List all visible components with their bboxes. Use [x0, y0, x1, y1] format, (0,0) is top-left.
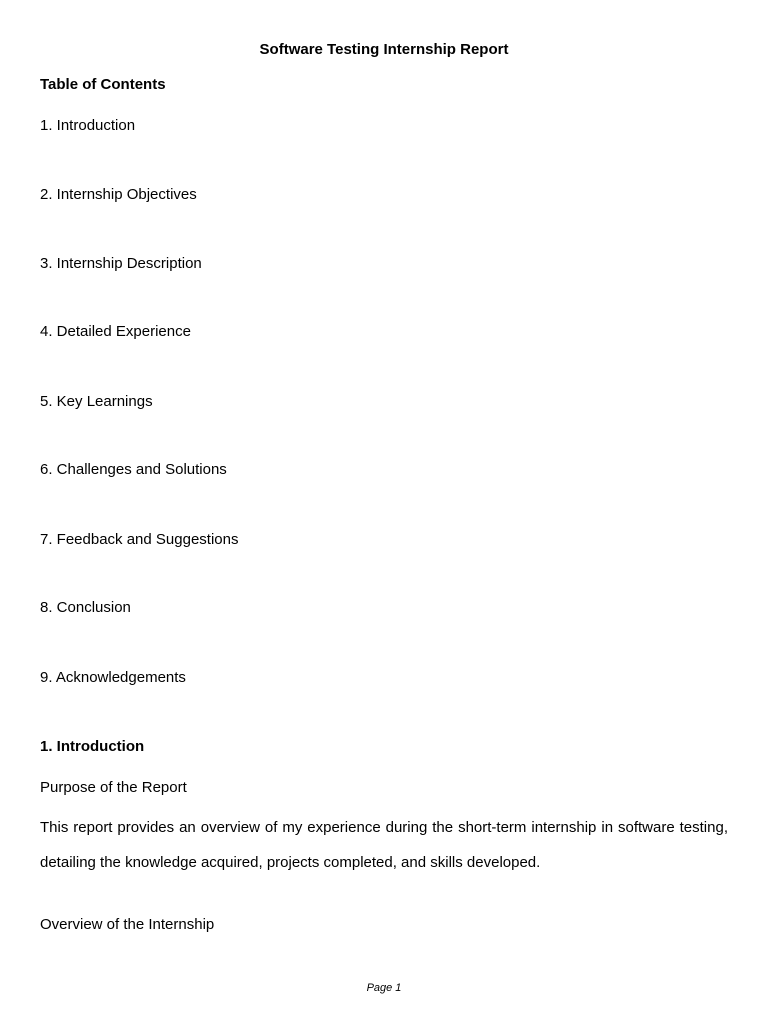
introduction-heading: 1. Introduction — [40, 738, 145, 755]
purpose-paragraph: This report provides an overview of my experience during the short-term internship in software testing, detailing the knowledge acquired, projects completed, and skills developed. — [40, 819, 728, 871]
toc-item-learnings: 5. Key Learnings — [40, 393, 153, 410]
overview-subheading: Overview of the Internship — [40, 916, 215, 933]
toc-item-introduction: 1. Introduction — [40, 117, 136, 134]
document-title: Software Testing Internship Report — [259, 41, 509, 58]
toc-item-conclusion: 8. Conclusion — [40, 599, 131, 616]
toc-item-experience: 4. Detailed Experience — [40, 323, 191, 340]
toc-item-acknowledgements: 9. Acknowledgements — [40, 669, 186, 686]
toc-item-description: 3. Internship Description — [40, 255, 202, 272]
toc-item-feedback: 7. Feedback and Suggestions — [40, 531, 239, 548]
purpose-subheading: Purpose of the Report — [40, 779, 187, 796]
toc-item-challenges: 6. Challenges and Solutions — [40, 461, 227, 478]
toc-item-objectives: 2. Internship Objectives — [40, 186, 197, 203]
page-number: Page 1 — [366, 982, 402, 994]
toc-heading: Table of Contents — [40, 76, 166, 93]
